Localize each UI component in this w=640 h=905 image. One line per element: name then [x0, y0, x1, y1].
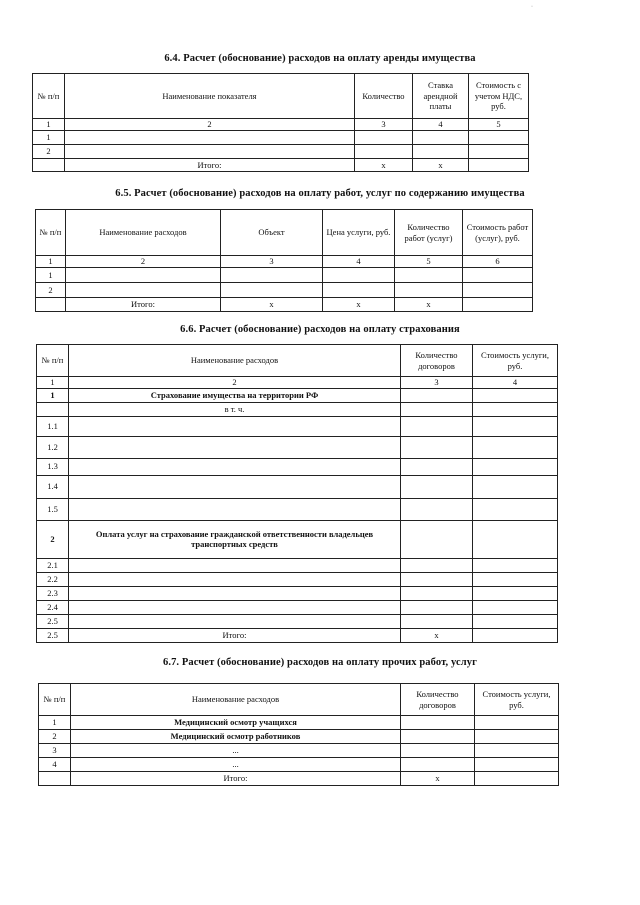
table-row: [37, 572, 558, 586]
row-num: 2: [39, 730, 71, 744]
row-num: 2: [33, 145, 65, 159]
colnum: 4: [413, 119, 469, 131]
incl-label: в т. ч.: [69, 402, 401, 416]
total-label: Итого:: [65, 159, 355, 172]
colnum: 3: [221, 256, 323, 268]
table-row: [37, 475, 558, 498]
table-6-7: [38, 683, 559, 786]
hdr-num: № п/п: [33, 74, 65, 119]
row-num: 1: [36, 268, 66, 283]
colnum: 2: [66, 256, 221, 268]
total-row: [36, 298, 533, 312]
colnum: 3: [355, 119, 413, 131]
row-num: 3: [39, 744, 71, 758]
total-x: x: [413, 159, 469, 172]
table-row: [37, 458, 558, 475]
row-num: 2.5: [37, 614, 69, 628]
hdr-cost: Стоимость услуги, руб.: [475, 684, 559, 716]
table-row: [37, 436, 558, 458]
row-num: 2: [36, 283, 66, 298]
colnum: 1: [36, 256, 66, 268]
row-name: Медицинский осмотр работников: [71, 730, 401, 744]
total-label: Итого:: [66, 298, 221, 312]
row-num: 1: [39, 716, 71, 730]
hdr-quantity: Количество работ (услуг): [395, 210, 463, 256]
colnum: 6: [463, 256, 533, 268]
row-name: Страхование имущества на территории РФ: [69, 388, 401, 402]
row-num: 2.4: [37, 600, 69, 614]
hdr-indicator: Наименование показателя: [65, 74, 355, 119]
hdr-num: № п/п: [37, 345, 69, 377]
section-6-6-title: 6.6. Расчет (обоснование) расходов на оплату страхования: [180, 324, 460, 335]
total-row: [33, 159, 529, 172]
table-row: [36, 283, 533, 298]
table-row: [36, 268, 533, 283]
table-row: [39, 716, 559, 730]
table-row: [33, 145, 529, 159]
row-num: 1.3: [37, 458, 69, 475]
table-row: [39, 730, 559, 744]
colnum: 4: [473, 377, 558, 389]
table-row: [37, 586, 558, 600]
total-label: Итого:: [71, 772, 401, 786]
hdr-expense-name: Наименование расходов: [71, 684, 401, 716]
hdr-price: Цена услуги, руб.: [323, 210, 395, 256]
hdr-cost: Стоимость работ (услуг), руб.: [463, 210, 533, 256]
row-num: 2.5: [37, 628, 69, 642]
row-name: ...: [71, 758, 401, 772]
hdr-num: № п/п: [36, 210, 66, 256]
table-row: [39, 758, 559, 772]
total-x: x: [221, 298, 323, 312]
total-label: Итого:: [69, 628, 401, 642]
colnum: 1: [37, 377, 69, 389]
row-num: 1.1: [37, 416, 69, 436]
table-6-6: [36, 344, 558, 643]
hdr-contracts: Количество договоров: [401, 684, 475, 716]
hdr-quantity: Количество: [355, 74, 413, 119]
section-6-4-title: 6.4. Расчет (обоснование) расходов на оплату аренды имущества: [164, 53, 476, 64]
hdr-cost: Стоимость услуги, руб.: [473, 345, 558, 377]
hdr-expense-name: Наименование расходов: [69, 345, 401, 377]
colnum: 3: [401, 377, 473, 389]
section-6-7-title: 6.7. Расчет (обоснование) расходов на оплату прочих работ, услуг: [163, 657, 477, 668]
colnum: 5: [469, 119, 529, 131]
total-x: x: [395, 298, 463, 312]
colnum: 4: [323, 256, 395, 268]
row-name: Оплата услуг на страхование гражданской ответственности владельцев транспортных средств: [69, 520, 401, 558]
colnum: 2: [65, 119, 355, 131]
table-row: [37, 520, 558, 558]
row-name: Медицинский осмотр учащихся: [71, 716, 401, 730]
table-row: [37, 416, 558, 436]
row-num: 1.2: [37, 436, 69, 458]
row-num: 2.1: [37, 558, 69, 572]
total-row: [37, 628, 558, 642]
hdr-num: № п/п: [39, 684, 71, 716]
total-x: x: [401, 628, 473, 642]
row-num: 2.3: [37, 586, 69, 600]
row-num: 2: [37, 520, 69, 558]
table-row: [37, 498, 558, 520]
row-name: ...: [71, 744, 401, 758]
hdr-expense-name: Наименование расходов: [66, 210, 221, 256]
scan-speck: ·: [531, 4, 533, 10]
total-x: x: [323, 298, 395, 312]
section-6-5-title: 6.5. Расчет (обоснование) расходов на оплату работ, услуг по содержанию имущества: [115, 188, 525, 199]
row-num: 1.5: [37, 498, 69, 520]
table-row: [37, 600, 558, 614]
hdr-cost: Стоимость с учетом НДС, руб.: [469, 74, 529, 119]
hdr-rate: Ставка арендной платы: [413, 74, 469, 119]
table-6-4: [32, 73, 529, 172]
row-num: 1: [37, 388, 69, 402]
total-x: x: [355, 159, 413, 172]
total-row: [39, 772, 559, 786]
row-num: 2.2: [37, 572, 69, 586]
table-row: [33, 131, 529, 145]
colnum: 2: [69, 377, 401, 389]
colnum: 5: [395, 256, 463, 268]
table-row: [37, 402, 558, 416]
table-row: [37, 558, 558, 572]
hdr-contracts: Количество договоров: [401, 345, 473, 377]
table-row: [39, 744, 559, 758]
colnum: 1: [33, 119, 65, 131]
total-x: x: [401, 772, 475, 786]
table-row: [37, 614, 558, 628]
hdr-object: Объект: [221, 210, 323, 256]
table-6-5: [35, 209, 533, 312]
row-num: 1.4: [37, 475, 69, 498]
row-num: 1: [33, 131, 65, 145]
row-num: 4: [39, 758, 71, 772]
table-row: [37, 388, 558, 402]
